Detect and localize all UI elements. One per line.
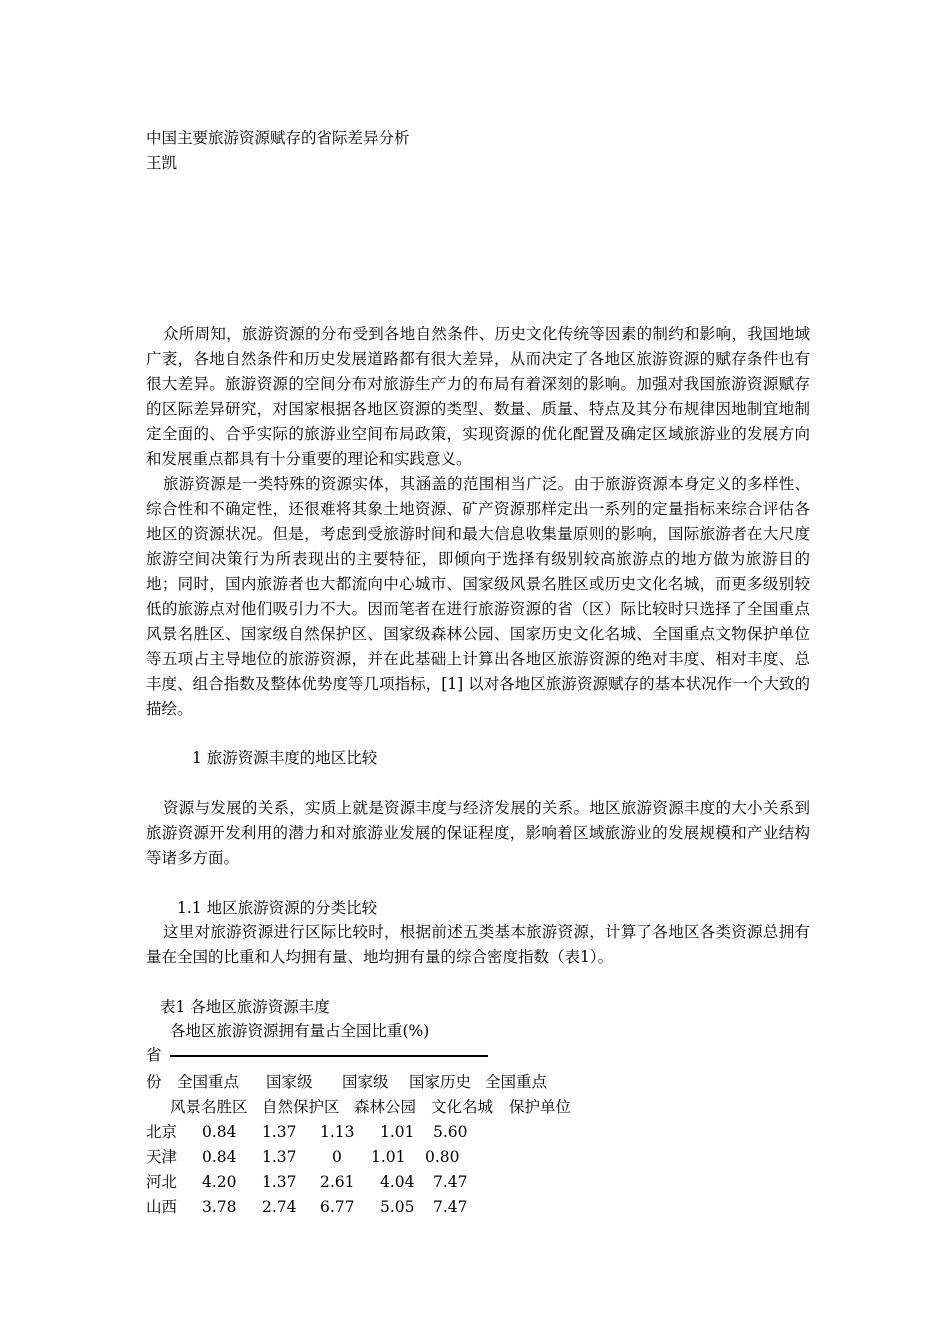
- table-header-1: 全国重点: [177, 1073, 240, 1091]
- document-header: [146, 126, 410, 176]
- table-header-sub-5: 保护单位: [509, 1098, 572, 1116]
- table-header-sub-4: 文化名城: [431, 1098, 494, 1116]
- table-cell: 0.84: [202, 1148, 237, 1166]
- document-title: 中国主要旅游资源赋存的省际差异分析: [146, 129, 410, 147]
- table-cell: 7.47: [433, 1198, 468, 1216]
- table-row-province: 河北: [146, 1173, 178, 1191]
- table-header-5: 全国重点: [485, 1073, 548, 1091]
- table-row-province: 山西: [146, 1198, 178, 1216]
- table-header-sub-1: 风景名胜区: [170, 1098, 248, 1116]
- table-cell: 1.37: [262, 1173, 297, 1191]
- table-cell: 2.61: [320, 1173, 355, 1191]
- table-cell: 4.04: [380, 1173, 415, 1191]
- table-cell: 1.01: [380, 1123, 415, 1141]
- table-row-label-bottom: 份: [146, 1073, 162, 1091]
- table-caption: 表1 各地区旅游资源丰度: [160, 998, 330, 1016]
- section-heading-1: 1 旅游资源丰度的地区比较: [192, 749, 378, 767]
- table-header-4: 国家历史: [409, 1073, 472, 1091]
- table-row-label-top: 省: [146, 1046, 162, 1064]
- table-cell: 1.37: [262, 1123, 297, 1141]
- table-cell: 7.47: [433, 1173, 468, 1191]
- table-cell: 1.01: [371, 1148, 406, 1166]
- table-row-province: 北京: [146, 1123, 178, 1141]
- table-cell: 6.77: [320, 1198, 355, 1216]
- table-cell: 0.80: [425, 1148, 460, 1166]
- table-cell: 3.78: [202, 1198, 237, 1216]
- paragraph-resources: 旅游资源是一类特殊的资源实体，其涵盖的范围相当广泛。由于旅游资源本身定义的多样性、综合性和不确定性，还很难将其象土地资源、矿产资源那样定出一系列的定量指标来综合评估各地区的资源状况。但是，考虑到受旅游时间和最大信息收集量原则的影响，国际旅游者在大尺度旅游空间决策行为所表现出的主要特征，即倾向于选择有级别较高旅游点的地方做为旅游目的地；同时，国内旅游者也大都流向中心城市、国家级风景名胜区或历史文化名城，而更多级别较低的旅游点对他们吸引力不大。因而笔者在进行旅游资源的省（区）际比较时只选择了全国重点风景名胜区、国家级自然保护区、国家级森林公园、国家历史文化名城、全国重点文物保护单位等五项占主导地位的旅游资源，并在此基础上计算出各地区旅游资源的绝对丰度、相对丰度、总丰度、组合指数及整体优势度等几项指标，[1] 以对各地区旅游资源赋存的基本状况作一个大致的描绘。: [146, 475, 810, 718]
- table-header-sub-2: 自然保护区: [262, 1098, 340, 1116]
- section-heading-1-1: 1.1 地区旅游资源的分类比较: [177, 899, 378, 917]
- table-header-2: 国家级: [266, 1073, 313, 1091]
- table-header-sub-3: 森林公园: [354, 1098, 417, 1116]
- paragraph-intro: 众所周知，旅游资源的分布受到各地自然条件、历史文化传统等因素的制约和影响，我国地域广袤，各地自然条件和历史发展道路都有很大差异，从而决定了各地区旅游资源的赋存条件也有很大差异。旅游资源的空间分布对旅游生产力的布局有着深刻的影响。加强对我国旅游资源赋存的区际差异研究，对国家根据各地区资源的类型、数量、质量、特点及其分布规律因地制宜地制定全面的、合乎实际的旅游业空间布局政策，实现资源的优化配置及确定区域旅游业的发展方向和发展重点都具有十分重要的理论和实践意义。: [146, 325, 810, 468]
- table-cell: 1.13: [320, 1123, 355, 1141]
- table-cell: 0.84: [202, 1123, 237, 1141]
- table-subtitle: 各地区旅游资源拥有量占全国比重(%): [170, 1022, 430, 1040]
- table-header-3: 国家级: [342, 1073, 389, 1091]
- paragraph-development: 资源与发展的关系，实质上就是资源丰度与经济发展的关系。地区旅游资源丰度的大小关系到旅游资源开发利用的潜力和对旅游业发展的保证程度，影响着区域旅游业的发展规模和产业结构等诸多方面。: [146, 799, 810, 867]
- table-cell: 1.37: [262, 1148, 297, 1166]
- table-cell: 4.20: [202, 1173, 237, 1191]
- table-row-province: 天津: [146, 1148, 178, 1166]
- table-cell: 2.74: [262, 1198, 297, 1216]
- table-cell: 5.05: [380, 1198, 415, 1216]
- paragraph-comparison: 这里对旅游资源进行区际比较时，根据前述五类基本旅游资源，计算了各地区各类资源总拥有量在全国的比重和人均拥有量、地均拥有量的综合密度指数（表1）。: [146, 923, 810, 966]
- table-rule: [170, 1055, 488, 1057]
- table-cell: 0: [332, 1148, 342, 1166]
- document-author: 王凯: [146, 154, 178, 172]
- table-cell: 5.60: [433, 1123, 468, 1141]
